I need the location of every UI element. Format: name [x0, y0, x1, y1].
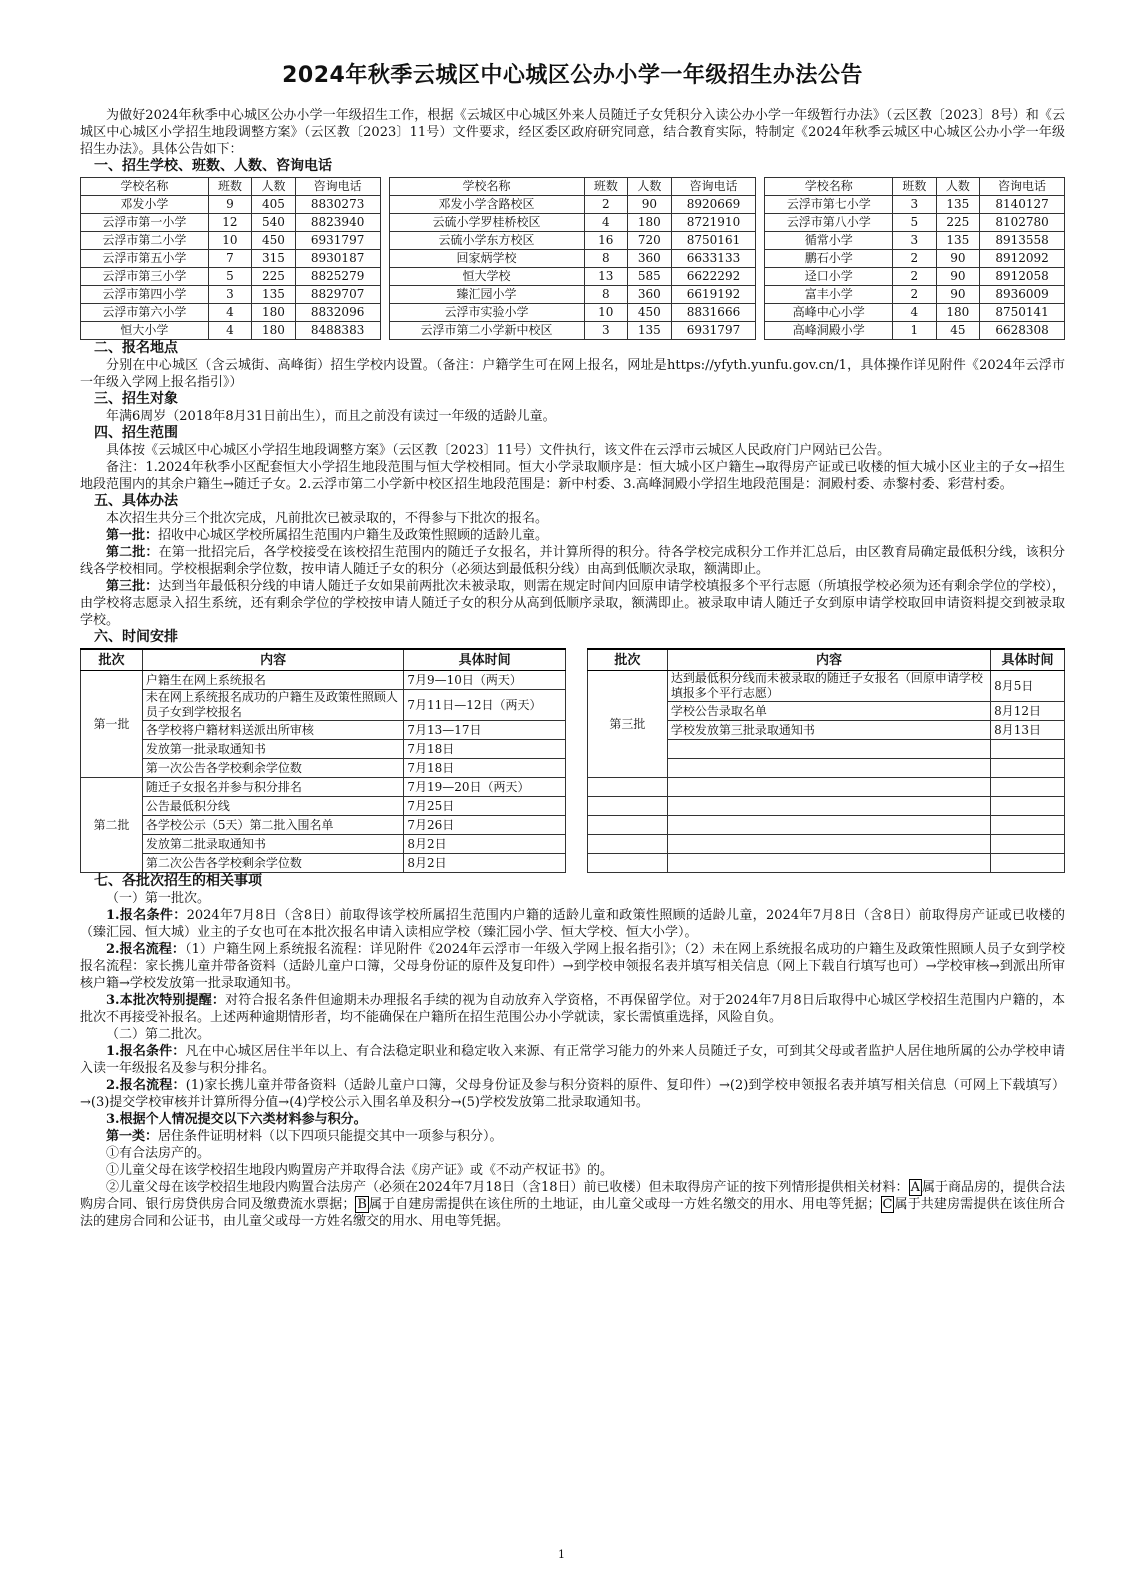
column-gap	[380, 286, 389, 304]
school-name-cell: 云浮市第八小学	[765, 214, 893, 232]
student-count-cell: 540	[252, 214, 296, 232]
class-count-cell: 3	[893, 196, 937, 214]
student-count-cell: 180	[936, 304, 980, 322]
schedule-row	[81, 854, 566, 873]
class-count-cell: 3	[208, 286, 252, 304]
schedule-empty-row	[588, 778, 1065, 797]
empty-cell	[667, 854, 990, 873]
schedule-header-batch: 批次	[588, 649, 668, 671]
column-gap	[756, 304, 765, 322]
student-count-header: 人数	[252, 178, 296, 196]
schedule-time-cell: 7月19—20日（两天）	[404, 778, 566, 797]
s1-item-3-text: 对符合报名条件但逾期未办理报名手续的视为自动放弃入学资格，不再保留学位。对于2024年7月8日后取得中心城区学校招生范围内户籍的，本批次不再接受补报名。上述两种逾期情形者，均不能确保在户籍所在招生范围公办小学就读，家长需慎重选择，风险自负。	[80, 993, 1065, 1025]
phone-cell: 6931797	[295, 232, 380, 250]
document-page	[80, 58, 1065, 1230]
phone-cell: 8936009	[980, 286, 1065, 304]
schedule-row	[81, 835, 566, 854]
school-name-cell: 循常小学	[765, 232, 893, 250]
class-count-header: 班数	[208, 178, 252, 196]
phone-cell: 6622292	[671, 268, 756, 286]
schedule-content-cell: 达到最低积分线而未被录取的随迁子女报名（回原申请学校填报多个平行志愿）	[667, 671, 990, 702]
class-count-cell: 16	[584, 232, 628, 250]
student-count-cell: 90	[628, 196, 672, 214]
s2-item-2	[80, 1077, 1065, 1111]
schedule-empty-row	[588, 816, 1065, 835]
school-name-cell: 云浮市第六小学	[81, 304, 209, 322]
column-gap	[380, 214, 389, 232]
s1-item-2	[80, 941, 1065, 992]
schedule-content-cell: 第一次公告各学校剩余学位数	[142, 759, 403, 778]
class-count-cell: 2	[893, 250, 937, 268]
phone-cell: 8912058	[980, 268, 1065, 286]
school-name-cell: 云浮市第五小学	[81, 250, 209, 268]
section-3-heading: 三、招生对象	[94, 391, 178, 407]
school-name-cell: 云浮市第三小学	[81, 268, 209, 286]
empty-cell	[667, 759, 990, 778]
class-count-cell: 13	[584, 268, 628, 286]
schedule-table-right	[587, 648, 1065, 873]
schedule-empty-row	[588, 797, 1065, 816]
schedule-time-cell: 7月11日—12日（两天）	[404, 690, 566, 721]
box-b: B	[357, 1197, 367, 1212]
school-name-header: 学校名称	[81, 178, 209, 196]
empty-cell	[991, 854, 1065, 873]
batch-2-text: 在第一批招完后，各学校接受在该校招生范围内的随迁子女报名，并计算所得的积分。待各学校完成积分工作并汇总后，由区教育局确定最低积分线，该积分线各学校相同。学校根据剩余学位数，按申请人随迁子女的积分（必须达到最低积分线）由高到低顺次录取，额满即止。	[80, 545, 1065, 577]
class-count-cell: 8	[584, 250, 628, 268]
school-name-cell: 云浮市第二小学新中校区	[389, 322, 584, 340]
s2-item-2-label: 2.报名流程：	[106, 1078, 186, 1093]
class-count-cell: 2	[893, 286, 937, 304]
phone-cell: 8721910	[671, 214, 756, 232]
schedule-time-cell: 8月13日	[991, 721, 1065, 740]
school-name-cell: 邓发小学	[81, 196, 209, 214]
schedule-content-cell: 公告最低积分线	[142, 797, 403, 816]
student-count-cell: 90	[936, 250, 980, 268]
schedule-row	[81, 690, 566, 721]
schedule-time-cell: 8月12日	[991, 702, 1065, 721]
class-count-cell: 5	[208, 268, 252, 286]
table-row	[81, 250, 1065, 268]
section-1-heading: 一、招生学校、班数、人数、咨询电话	[94, 158, 332, 174]
empty-cell	[991, 740, 1065, 759]
box-a: A	[910, 1180, 920, 1195]
schedule-content-cell: 各学校将户籍材料送派出所审核	[142, 721, 403, 740]
s1-item-3-label: 3.本批次特别提醒：	[106, 993, 226, 1008]
student-count-cell: 405	[252, 196, 296, 214]
table-row	[81, 268, 1065, 286]
batch-2-paragraph	[80, 544, 1065, 578]
schedule-content-cell: 各学校公示（5天）第二批入围名单	[142, 816, 403, 835]
phone-cell: 8830273	[295, 196, 380, 214]
column-gap	[380, 232, 389, 250]
school-name-cell: 回家炳学校	[389, 250, 584, 268]
category-1-item-b	[80, 1179, 1065, 1230]
empty-cell	[588, 797, 668, 816]
schedule-content-cell: 发放第一批录取通知书	[142, 740, 403, 759]
batch-1-label: 第一批：	[106, 528, 159, 543]
class-count-cell: 4	[584, 214, 628, 232]
student-count-cell: 315	[252, 250, 296, 268]
schools-table	[80, 177, 1065, 340]
empty-cell	[588, 816, 668, 835]
schedule-time-cell: 8月2日	[404, 854, 566, 873]
table-row	[81, 232, 1065, 250]
category-1-item: ①有合法房产的。	[106, 1146, 211, 1161]
school-name-cell: 云浮市第四小学	[81, 286, 209, 304]
schedule-row	[81, 778, 566, 797]
school-name-header: 学校名称	[765, 178, 893, 196]
class-count-cell: 4	[893, 304, 937, 322]
student-count-header: 人数	[628, 178, 672, 196]
category-1	[80, 1128, 1065, 1145]
schedule-header-time: 具体时间	[991, 649, 1065, 671]
student-count-header: 人数	[936, 178, 980, 196]
schedule-row	[81, 759, 566, 778]
schedule-content-cell: 学校公告录取名单	[667, 702, 990, 721]
batch-2-label: 第二批：	[106, 545, 159, 560]
batch-cell: 第二批	[81, 778, 143, 873]
class-count-cell: 2	[584, 196, 628, 214]
empty-cell	[667, 835, 990, 854]
section-5-heading: 五、具体办法	[94, 493, 178, 509]
phone-cell: 8920669	[671, 196, 756, 214]
column-gap	[756, 250, 765, 268]
class-count-header: 班数	[584, 178, 628, 196]
box-a-text: 属于商品房的，提供合法购房合同、银行房贷供房合同及缴费流水票据；	[80, 1180, 1065, 1212]
document-title: 2024年秋季云城区中心城区公办小学一年级招生办法公告	[282, 63, 863, 88]
class-count-header: 班数	[893, 178, 937, 196]
s1-item-1	[80, 907, 1065, 941]
schedule-header-time: 具体时间	[404, 649, 566, 671]
s2-item-2-text: (1)家长携儿童并带备资料（适龄儿童户口簿，父母身份证及参与积分资料的原件、复印件）→(2)到学校申领报名表并填写相关信息（可网上下载填写）→(3)提交学校审核并计算所得分值→(4)学校公示入围名单及积分→(5)学校发放第二批录取通知书。	[80, 1078, 1065, 1110]
class-count-cell: 2	[893, 268, 937, 286]
schedule-header-batch: 批次	[81, 649, 143, 671]
schedule-header-content: 内容	[142, 649, 403, 671]
class-count-cell: 12	[208, 214, 252, 232]
phone-cell: 8912092	[980, 250, 1065, 268]
schedule-table-left	[80, 648, 566, 873]
phone-cell: 8823940	[295, 214, 380, 232]
school-name-cell: 云浮市第七小学	[765, 196, 893, 214]
section-4-note: 备注：1.2024年秋季小区配套恒大小学招生地段范围与恒大学校相同。恒大小学录取顺序是：恒大城小区户籍生→取得房产证或已收楼的恒大城小区业主的子女→招生地段范围内的其余户籍生→随迁子女。2.云浮市第二小学新中校区招生地段范围是：新中村委、3.高峰洞殿小学招生地段范围是：洞殿村委、赤黎村委、彩营村委。	[80, 460, 1065, 492]
column-gap	[756, 196, 765, 214]
school-name-cell: 富丰小学	[765, 286, 893, 304]
schedule-row	[81, 671, 566, 690]
phone-cell: 8488383	[295, 322, 380, 340]
empty-cell	[667, 778, 990, 797]
class-count-cell: 7	[208, 250, 252, 268]
school-name-cell: 臻汇园小学	[389, 286, 584, 304]
schedule-row	[81, 740, 566, 759]
school-name-cell: 鹏石小学	[765, 250, 893, 268]
class-count-cell: 10	[584, 304, 628, 322]
phone-cell: 6619192	[671, 286, 756, 304]
s1-item-1-text: 2024年7月8日（含8日）前取得该学校所属招生范围内户籍的适龄儿童和政策性照顾的适龄儿童，2024年7月8日（含8日）前取得房产证或已收楼的（臻汇园、恒大城）业主的子女也可在本批次报名申请入读相应学校（臻汇园小学、恒大学校、恒大小学）。	[80, 908, 1066, 940]
empty-cell	[667, 816, 990, 835]
column-gap	[756, 286, 765, 304]
empty-cell	[991, 778, 1065, 797]
student-count-cell: 135	[936, 196, 980, 214]
empty-cell	[991, 816, 1065, 835]
page-number: 1	[558, 1548, 565, 1561]
student-count-cell: 180	[252, 322, 296, 340]
schedule-content-cell: 第二次公告各学校剩余学位数	[142, 854, 403, 873]
schedule-empty-row	[588, 854, 1065, 873]
school-name-cell: 迳口小学	[765, 268, 893, 286]
schedule-row	[81, 721, 566, 740]
box-c: C	[882, 1197, 893, 1212]
category-1-item-a: ①儿童父母在该学校招生地段内购置房产并取得合法《房产证》或《不动产权证书》的。	[106, 1163, 614, 1178]
column-gap	[756, 214, 765, 232]
school-name-header: 学校名称	[389, 178, 584, 196]
student-count-cell: 180	[252, 304, 296, 322]
column-gap	[380, 178, 389, 196]
phone-header: 咨询电话	[295, 178, 380, 196]
class-count-cell: 4	[208, 304, 252, 322]
category-1-item-b-text: ②儿童父母在该学校招生地段内购置合法房产（必须在2024年7月18日（含18日）前已收楼）但未取得房产证的按下列情形提供相关材料：	[106, 1180, 909, 1195]
column-gap	[756, 178, 765, 196]
student-count-cell: 90	[936, 286, 980, 304]
school-name-cell: 云浮市实验小学	[389, 304, 584, 322]
schedule-time-cell: 7月18日	[404, 740, 566, 759]
section-5-text: 本次招生共分三个批次完成，凡前批次已被录取的，不得参与下批次的报名。	[106, 511, 549, 526]
column-gap	[380, 196, 389, 214]
phone-cell: 8825279	[295, 268, 380, 286]
schedule-content-cell: 随迁子女报名并参与积分排名	[142, 778, 403, 797]
table-row	[81, 214, 1065, 232]
class-count-cell: 5	[893, 214, 937, 232]
batch-3-paragraph	[80, 578, 1065, 629]
column-gap	[380, 322, 389, 340]
table-row	[81, 322, 1065, 340]
s1-item-2-text: （1）户籍生网上系统报名流程：详见附件《2024年云浮市一年级入学网上报名指引》；（2）未在网上系统报名成功的户籍生及政策性照顾人员子女到学校报名流程：家长携儿童并带备资料（适龄儿童户口簿，父母身份证的原件及复印件）→到学校申领报名表并填写相关信息（网上下载自行填写也可）→学校审核→到派出所审核户籍→学校发放第一批录取通知书。	[80, 942, 1065, 991]
s2-item-1-text: 凡在中心城区居住半年以上、有合法稳定职业和稳定收入来源、有正常学习能力的外来人员随迁子女，可到其父母或者监护人居住地所属的公办学校申请入读一年级报名及参与积分排名。	[80, 1044, 1065, 1076]
schedule-row	[81, 816, 566, 835]
empty-cell	[588, 835, 668, 854]
class-count-cell: 1	[893, 322, 937, 340]
phone-cell: 8913558	[980, 232, 1065, 250]
section-4-text: 具体按《云城区中心城区小学招生地段调整方案》（云区教〔2023〕11号）文件执行，该文件在云浮市云城区人民政府门户网站已公告。	[106, 443, 891, 458]
s1-item-3	[80, 992, 1065, 1026]
phone-cell: 8750141	[980, 304, 1065, 322]
schedule-time-cell: 8月2日	[404, 835, 566, 854]
batch-3-label: 第三批：	[106, 579, 159, 594]
subsection-1-heading: （一）第一批次。	[106, 891, 211, 906]
phone-cell: 8102780	[980, 214, 1065, 232]
phone-cell: 8831666	[671, 304, 756, 322]
phone-cell: 8930187	[295, 250, 380, 268]
schedule-content-cell: 未在网上系统报名成功的户籍生及政策性照顾人员子女到学校报名	[142, 690, 403, 721]
category-1-text: 居住条件证明材料（以下四项只能提交其中一项参与积分）。	[158, 1129, 503, 1144]
empty-cell	[667, 740, 990, 759]
s1-item-2-label: 2.报名流程：	[106, 942, 186, 957]
batch-cell: 第一批	[81, 671, 143, 778]
student-count-cell: 720	[628, 232, 672, 250]
school-name-cell: 云硫小学东方校区	[389, 232, 584, 250]
student-count-cell: 585	[628, 268, 672, 286]
class-count-cell: 9	[208, 196, 252, 214]
column-gap	[380, 304, 389, 322]
school-name-cell: 云浮市第二小学	[81, 232, 209, 250]
class-count-cell: 4	[208, 322, 252, 340]
school-name-cell: 云硫小学罗桂桥校区	[389, 214, 584, 232]
batch-1-paragraph	[80, 527, 1065, 544]
s2-item-1	[80, 1043, 1065, 1077]
column-gap	[380, 268, 389, 286]
phone-cell: 6931797	[671, 322, 756, 340]
section-3-text: 年满6周岁（2018年8月31日前出生），而且之前没有读过一年级的适龄儿童。	[106, 409, 556, 424]
school-name-cell: 高峰中心小学	[765, 304, 893, 322]
schedule-row	[81, 797, 566, 816]
student-count-cell: 450	[252, 232, 296, 250]
student-count-cell: 360	[628, 286, 672, 304]
table-row	[81, 286, 1065, 304]
student-count-cell: 135	[936, 232, 980, 250]
batch-cell: 第三批	[588, 671, 668, 778]
empty-cell	[667, 797, 990, 816]
student-count-cell: 45	[936, 322, 980, 340]
school-name-cell: 云浮市第一小学	[81, 214, 209, 232]
schedule-time-cell: 7月18日	[404, 759, 566, 778]
phone-cell: 8832096	[295, 304, 380, 322]
class-count-cell: 3	[584, 322, 628, 340]
school-name-cell: 恒大学校	[389, 268, 584, 286]
schedule-time-cell: 7月25日	[404, 797, 566, 816]
student-count-cell: 225	[252, 268, 296, 286]
table-row	[81, 196, 1065, 214]
box-c-text: 属于共建房需提供在该住所合法的建房合同和公证书，由儿童父或母一方姓名缴交的用水、用电等凭据。	[80, 1197, 1065, 1229]
schedule-time-cell: 8月5日	[991, 671, 1065, 702]
s1-item-1-label: 1.报名条件：	[106, 908, 187, 923]
schedule-content-cell: 学校发放第三批录取通知书	[667, 721, 990, 740]
schedule-time-cell: 7月13—17日	[404, 721, 566, 740]
empty-cell	[991, 759, 1065, 778]
box-b-text: 属于自建房需提供在该住所的土地证，由儿童父或母一方姓名缴交的用水、用电等凭据；	[368, 1197, 881, 1212]
empty-cell	[588, 854, 668, 873]
phone-cell: 8829707	[295, 286, 380, 304]
subsection-2-heading: （二）第二批次。	[106, 1027, 211, 1042]
phone-cell: 6628308	[980, 322, 1065, 340]
section-2-heading: 二、报名地点	[94, 340, 178, 356]
student-count-cell: 360	[628, 250, 672, 268]
section-4-heading: 四、招生范围	[94, 425, 178, 441]
schedule-header-content: 内容	[667, 649, 990, 671]
student-count-cell: 180	[628, 214, 672, 232]
class-count-cell: 3	[893, 232, 937, 250]
schedule-empty-row	[588, 835, 1065, 854]
student-count-cell: 135	[252, 286, 296, 304]
intro-paragraph: 为做好2024年秋季中心城区公办小学一年级招生工作，根据《云城区中心城区外来人员随迁子女凭积分入读公办小学一年级暂行办法》（云区教〔2023〕8号）和《云城区中心城区小学招生地段调整方案》（云区教〔2023〕11号）文件要求，经区委区政府研究同意，结合教育实际，特制定《2024年秋季云城区中心城区公办小学一年级招生办法》。具体公告如下：	[80, 108, 1065, 157]
section-7-heading: 七、各批次招生的相关事项	[94, 873, 262, 889]
schedule-content-cell: 户籍生在网上系统报名	[142, 671, 403, 690]
phone-cell: 6633133	[671, 250, 756, 268]
column-gap	[380, 250, 389, 268]
schedule-row	[588, 671, 1065, 702]
school-name-cell: 高峰洞殿小学	[765, 322, 893, 340]
s2-item-3: 3.根据个人情况提交以下六类材料参与积分。	[106, 1112, 367, 1127]
column-gap	[756, 268, 765, 286]
phone-cell: 8140127	[980, 196, 1065, 214]
empty-cell	[991, 797, 1065, 816]
section-6-heading: 六、时间安排	[94, 629, 178, 645]
phone-cell: 8750161	[671, 232, 756, 250]
category-1-label: 第一类：	[106, 1129, 159, 1144]
class-count-cell: 8	[584, 286, 628, 304]
schedule-time-cell: 7月26日	[404, 816, 566, 835]
schedule-tables	[80, 648, 1065, 873]
batch-1-text: 招收中心城区学校所属招生范围内户籍生及政策性照顾的适龄儿童。	[158, 528, 549, 543]
student-count-cell: 90	[936, 268, 980, 286]
section-2-text: 分别在中心城区（含云城街、高峰街）招生学校内设置。（备注：户籍学生可在网上报名，网址是https://yfyth.yunfu.gov.cn/1，具体操作详见附件《2024年云浮市一年级入学网上报名指引》）	[80, 358, 1065, 390]
column-gap	[756, 322, 765, 340]
schedule-time-cell: 7月9—10日（两天）	[404, 671, 566, 690]
school-name-cell: 恒大小学	[81, 322, 209, 340]
student-count-cell: 135	[628, 322, 672, 340]
student-count-cell: 225	[936, 214, 980, 232]
empty-cell	[991, 835, 1065, 854]
schedule-content-cell: 发放第二批录取通知书	[142, 835, 403, 854]
table-row	[81, 304, 1065, 322]
phone-header: 咨询电话	[980, 178, 1065, 196]
batch-3-text: 达到当年最低积分线的申请人随迁子女如果前两批次未被录取，则需在规定时间内回原申请学校填报多个平行志愿（所填报学校必须为还有剩余学位的学校），由学校将志愿录入招生系统，还有剩余学位的学校按申请人随迁子女的积分从高到低顺序录取，额满即止。被录取申请人随迁子女到原申请学校取回申请资料提交到被录取学校。	[80, 579, 1065, 628]
class-count-cell: 10	[208, 232, 252, 250]
student-count-cell: 450	[628, 304, 672, 322]
school-name-cell: 邓发小学含路校区	[389, 196, 584, 214]
phone-header: 咨询电话	[671, 178, 756, 196]
s2-item-1-label: 1.报名条件：	[106, 1044, 186, 1059]
column-gap	[756, 232, 765, 250]
empty-cell	[588, 778, 668, 797]
